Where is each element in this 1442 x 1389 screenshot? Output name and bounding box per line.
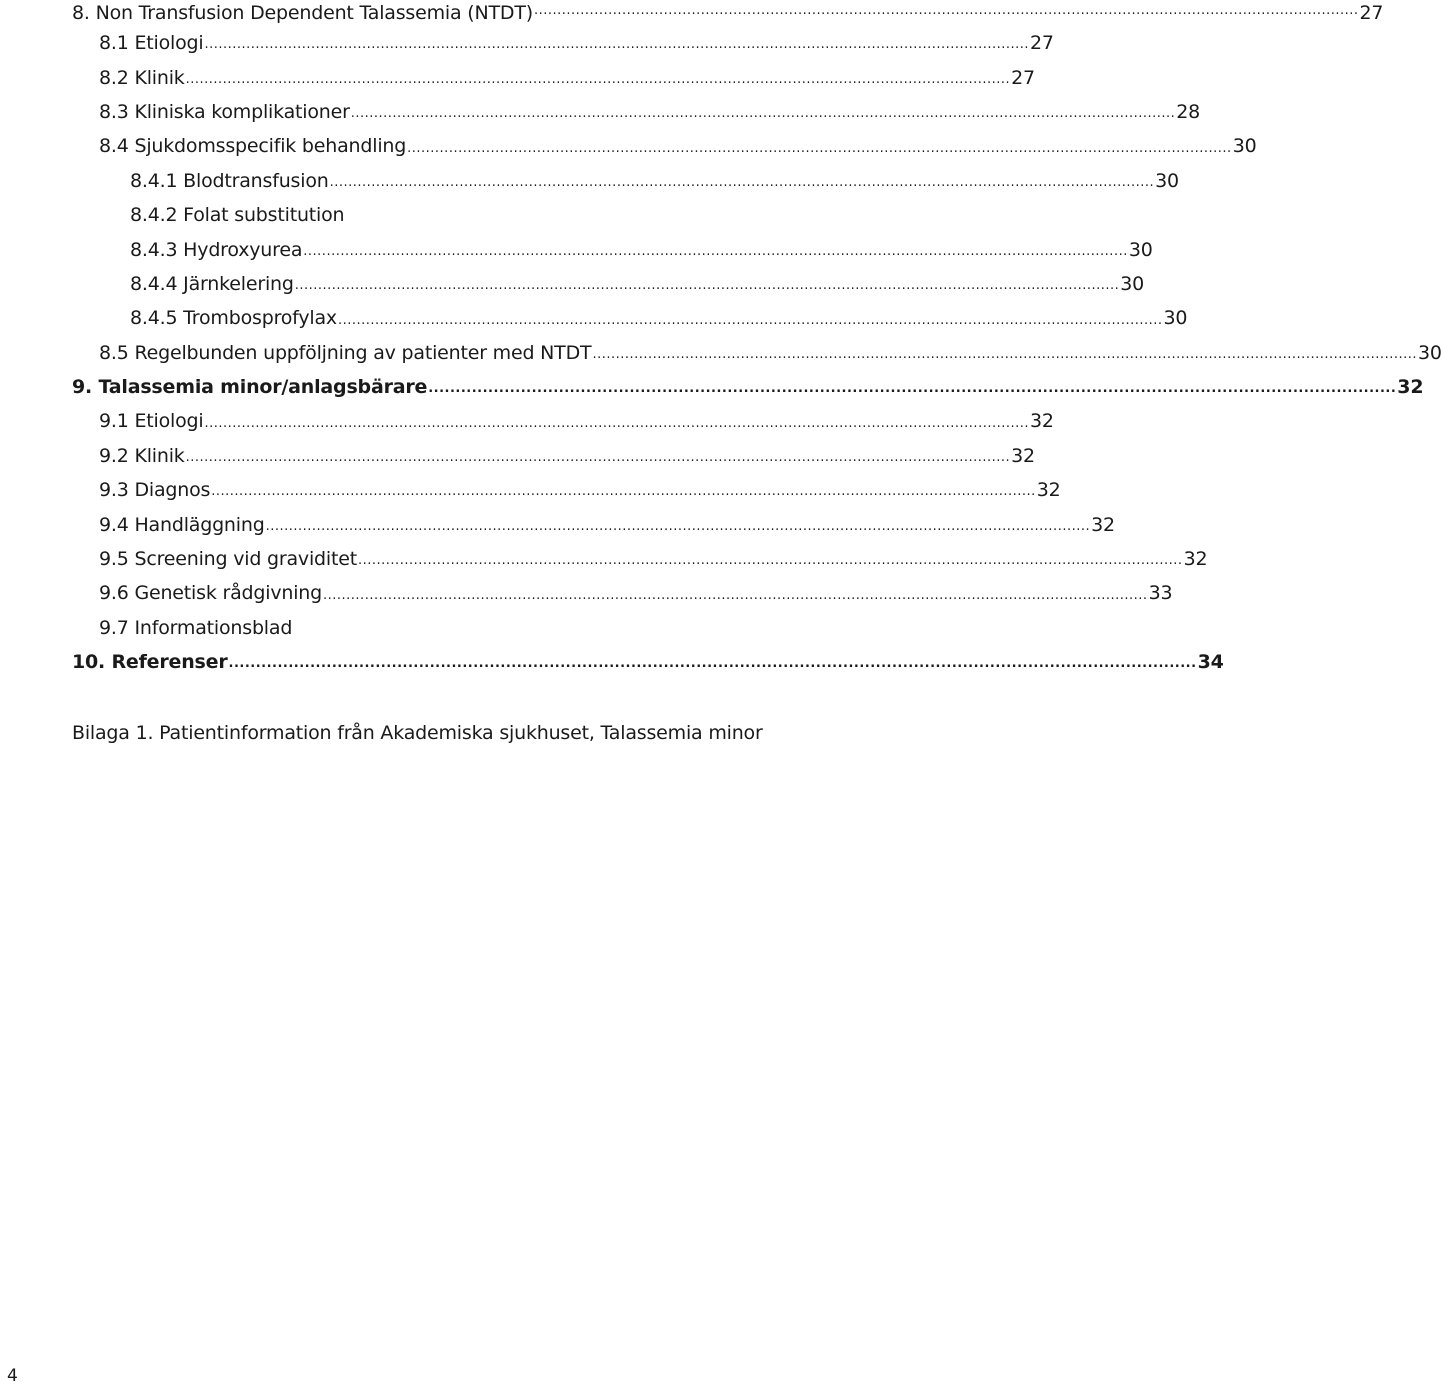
toc-leader-dots: .................................................................................................................................................................................. <box>185 71 1011 87</box>
toc-leader-dots: .................................................................................................................................................................................. <box>204 415 1030 431</box>
toc-leader-dots: .................................................................................................................................................................................. <box>428 381 1397 397</box>
toc-entry-label: 8.3 Kliniska komplikationer <box>99 100 350 123</box>
toc-entry-label: 9.7 Informationsblad <box>99 616 293 639</box>
toc-entry-label: 9.2 Klinik <box>99 444 185 467</box>
toc-entry-page: 28 <box>1176 100 1201 123</box>
toc-entry-label: 8.4.4 Järnkelering <box>130 272 294 295</box>
toc-entry-page: 30 <box>1155 169 1179 192</box>
toc-entry-9-7[interactable] <box>72 611 956 645</box>
toc-entry-page: 30 <box>1232 135 1257 158</box>
toc-entry-8[interactable] <box>72 0 1384 26</box>
toc-entry-label: 9.6 Genetisk rådgivning <box>99 582 322 605</box>
toc-entry-page: 32 <box>1397 376 1424 399</box>
toc-entry-9[interactable] <box>72 370 1424 404</box>
toc-entry-label: 9.4 Handläggning <box>99 513 265 536</box>
toc-leader-dots: .................................................................................................................................................................................. <box>211 484 1036 500</box>
toc-entry-label: 8.4 Sjukdomsspecifik behandling <box>99 135 407 158</box>
toc-entry-label: 8.4.3 Hydroxyurea <box>130 238 303 261</box>
toc-leader-dots: .................................................................................................................................................................................. <box>337 312 1163 328</box>
toc-leader-dots: .................................................................................................................................................................................. <box>303 243 1128 259</box>
toc-leader-dots: .................................................................................................................................................................................. <box>185 450 1011 466</box>
toc-entry-8-4-5[interactable] <box>72 301 1188 335</box>
toc-entry-label: 9.5 Screening vid graviditet <box>99 548 357 571</box>
appendix-reference[interactable]: Bilaga 1. Patientinformation från Akademiska sjukhuset, Talassemia minor <box>72 722 763 744</box>
toc-leader-dots: .................................................................................................................................................................................. <box>265 518 1091 534</box>
toc-entry-label: 8.4.2 Folat substitution <box>130 204 345 227</box>
toc-entry-9-3[interactable] <box>72 473 1061 507</box>
toc-entry-page: 30 <box>1163 307 1188 330</box>
toc-entry-9-2[interactable] <box>72 439 1035 473</box>
toc-entry-8-4-4[interactable] <box>72 267 1145 301</box>
toc-entry-8-1[interactable] <box>72 26 1054 60</box>
toc-entry-label: 8.1 Etiologi <box>99 32 204 55</box>
toc-entry-page: 27 <box>1359 2 1384 24</box>
toc-entry-page: 32 <box>1183 548 1208 571</box>
toc-entry-label: 8.2 Klinik <box>99 66 185 89</box>
toc-entry-label: 8.4.1 Blodtransfusion <box>130 169 329 192</box>
toc-leader-dots: .................................................................................................................................................................................. <box>329 174 1155 190</box>
toc-entry-8-4-2[interactable] <box>72 198 956 232</box>
toc-entry-8-4-1[interactable] <box>72 164 1179 198</box>
toc-entry-label: 9.3 Diagnos <box>99 479 211 502</box>
toc-entry-page: 30 <box>1418 341 1442 364</box>
toc-entry-9-4[interactable] <box>72 507 1115 541</box>
toc-entry-page: 32 <box>1011 444 1035 467</box>
toc-entry-label: 10. Referenser <box>72 651 228 674</box>
toc-entry-page: 33 <box>1148 582 1173 605</box>
toc-entry-page: 32 <box>1091 513 1115 536</box>
toc-entry-label: 8.5 Regelbunden uppföljning av patienter med NTDT <box>99 341 592 364</box>
toc-entry-label: 8. Non Transfusion Dependent Talassemia (NTDT) <box>72 2 533 24</box>
toc-entry-8-4[interactable] <box>72 129 1257 163</box>
toc-entry-9-1[interactable] <box>72 404 1054 438</box>
toc-entry-10[interactable] <box>72 645 1224 679</box>
toc-entry-page: 34 <box>1197 651 1224 674</box>
toc-leader-dots: .................................................................................................................................................................................. <box>407 140 1232 156</box>
toc-entry-9-5[interactable] <box>72 542 1208 576</box>
toc-leader-dots: .................................................................................................................................................................................. <box>294 278 1120 294</box>
toc-entry-page: 32 <box>1030 410 1054 433</box>
toc-leader-dots: .................................................................................................................................................................................. <box>204 37 1030 53</box>
toc-entry-page: 27 <box>1030 32 1054 55</box>
toc-entry-8-2[interactable] <box>72 60 1035 94</box>
toc-leader-dots: .................................................................................................................................................................................. <box>533 3 1359 18</box>
toc-entry-label: 8.4.5 Trombosprofylax <box>130 307 337 330</box>
toc-entry-9-6[interactable] <box>72 576 1173 610</box>
toc-leader-dots: .................................................................................................................................................................................. <box>350 106 1176 122</box>
table-of-contents <box>72 0 1442 679</box>
toc-entry-8-4-3[interactable] <box>72 232 1153 266</box>
toc-entry-page: 30 <box>1128 238 1153 261</box>
toc-entry-8-3[interactable] <box>72 95 1201 129</box>
toc-entry-label: 9.1 Etiologi <box>99 410 204 433</box>
page-number: 4 <box>7 1366 18 1386</box>
toc-entry-page: 30 <box>1120 272 1145 295</box>
toc-leader-dots: .................................................................................................................................................................................. <box>592 346 1417 362</box>
toc-entry-page: 27 <box>1011 66 1035 89</box>
toc-entry-label: 9. Talassemia minor/anlagsbärare <box>72 376 428 399</box>
toc-entry-page: 32 <box>1036 479 1061 502</box>
toc-leader-dots: .................................................................................................................................................................................. <box>323 587 1148 603</box>
toc-leader-dots: .................................................................................................................................................................................. <box>228 656 1197 672</box>
toc-entry-8-5[interactable] <box>72 336 1442 370</box>
toc-leader-dots: .................................................................................................................................................................................. <box>358 553 1183 569</box>
